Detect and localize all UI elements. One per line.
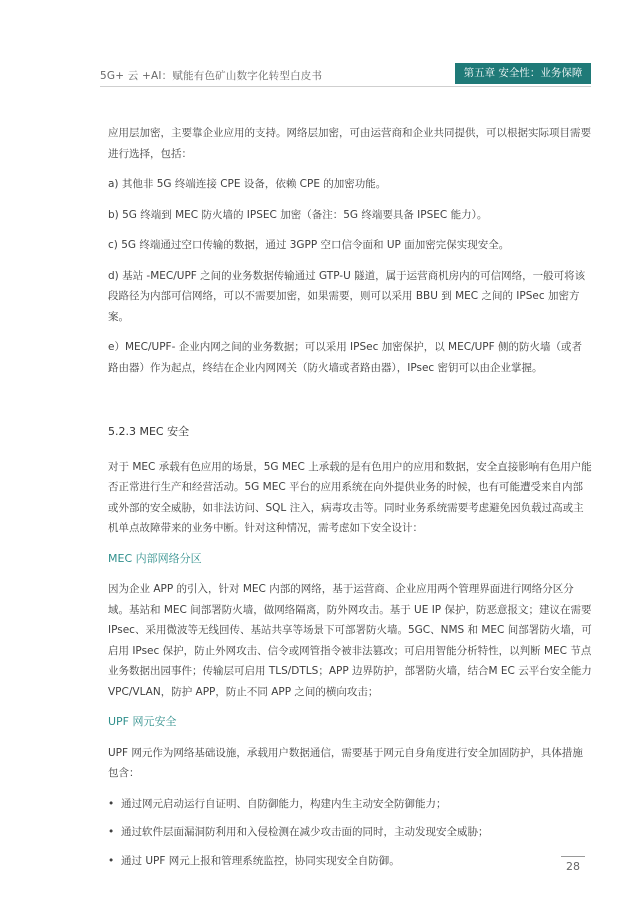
page-number-rule [561, 856, 585, 857]
measures-list [108, 794, 592, 872]
list-item-d: d) 基站 -MEC/UPF 之间的业务数据传输通过 GTP-U 隧道，属于运营商机房内的可信网络，一般可将该段路径为内部可信网络，可以不需要加密，如果需要，则可以采用 BBU 到 MEC 之间的 IPSec 加密方案。 [108, 269, 586, 323]
section-paragraph: 对于 MEC 承载有色应用的场景，5G MEC 上承载的是有色用户的应用和数据，安全直接影响有色用户能否正常进行生产和经营活动。5G MEC 平台的应用系统在向外提供业务的时候，也有可能遭受来自内部或外部的安全威胁，如非法访问、SQL 注入，病毒攻击等。同时业务系统需要考虑避免因负载过高或主机单点故障带来的业务中断。针对这种情况，需考虑如下安全设计： [108, 460, 592, 534]
chapter-badge: 第五章 安全性：业务保障 [455, 63, 591, 84]
subsection-paragraph-mec-partition: 因为企业 APP 的引入，针对 MEC 内部的网络，基于运营商、企业应用两个管理界面进行网络分区分域。基站和 MEC 间部署防火墙，做网络隔离，防外网攻击。基于 UE IP 保护，防恶意报文；建议在需要 IPsec、采用微波等无线回传、基站共享等场景下可部署防火墙。5GC、NMS 和 MEC 间部署防火墙，可启用 IPsec 保护，防止外网攻击、信令或网管指令被非法篡改；可启用智能分析特性，以判断 MEC 节点业务数据出园事件；传输层可启用 TLS/DTLS；APP 边界防护，部署防火墙，结合M EC 云平台安全能力 VPC/VLAN，防护 APP，防止不同 APP 之间的横向攻击； [108, 583, 592, 698]
page-content [108, 123, 592, 879]
subsection-heading-upf-security: UPF 网元安全 [108, 715, 177, 728]
list-item: • 通过 UPF 网元上报和管理系统监控，协同实现安全自防御。 [108, 851, 592, 872]
page-number: 28 [566, 860, 580, 873]
subsection-paragraph-upf-security: UPF 网元作为网络基础设施，承载用户数据通信，需要基于网元自身角度进行安全加固防护，具体措施包含： [108, 746, 583, 779]
list-item-e: e）MEC/UPF- 企业内网之间的业务数据；可以采用 IPSec 加密保护，以 MEC/UPF 侧的防火墙（或者路由器）作为起点，终结在企业内网网关（防火墙或者路由器），IPsec 密钥可以由企业掌握。 [108, 341, 583, 374]
subsection-heading-mec-partition: MEC 内部网络分区 [108, 551, 202, 565]
intro-paragraph: 应用层加密，主要靠企业应用的支持。网络层加密，可由运营商和企业共同提供，可以根据实际项目需要进行选择，包括： [108, 127, 591, 160]
document-title: 5G+ 云 +AI：赋能有色矿山数字化转型白皮书 [100, 70, 323, 82]
list-item-a: a) 其他非 5G 终端连接 CPE 设备，依赖 CPE 的加密功能。 [108, 178, 387, 190]
section-heading: 5.2.3 MEC 安全 [108, 425, 190, 438]
header-divider [100, 86, 591, 87]
list-item: • 通过软件层面漏洞防利用和入侵检测在减少攻击面的同时，主动发现安全威胁； [108, 822, 592, 843]
list-item-b: b) 5G 终端到 MEC 防火墙的 IPSEC 加密（备注：5G 终端要具备 IPSEC 能力）。 [108, 208, 488, 221]
list-item: • 通过网元启动运行自证明、自防御能力，构建内生主动安全防御能力； [108, 794, 592, 815]
list-item-c: c) 5G 终端通过空口传输的数据，通过 3GPP 空口信令面和 UP 面加密完保实现安全。 [108, 239, 510, 251]
